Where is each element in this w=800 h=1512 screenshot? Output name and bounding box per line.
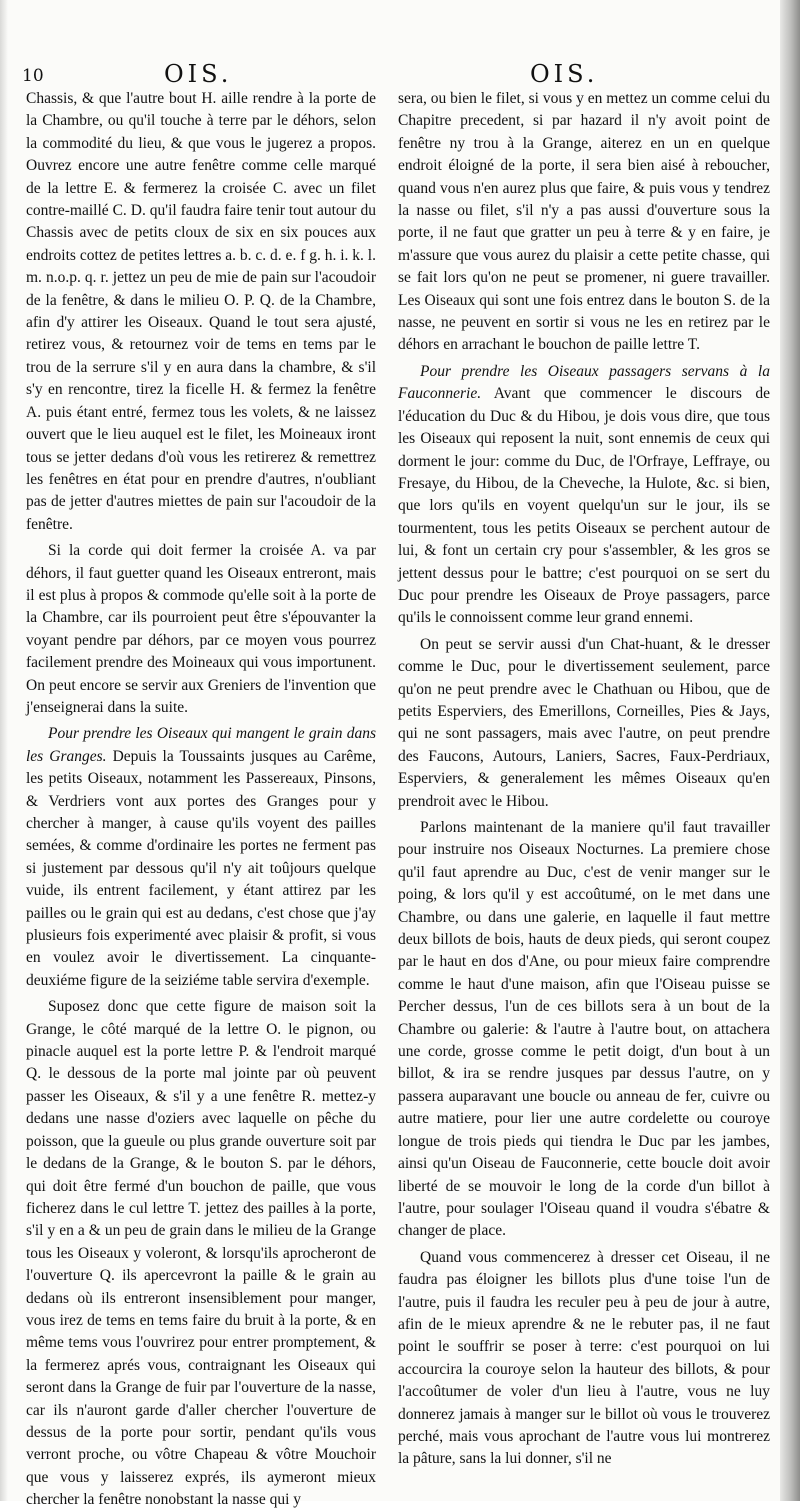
paragraph (26, 723, 376, 992)
paragraph (398, 361, 770, 630)
paragraph: Chassis, & que l'autre bout H. aille rendre à la porte de la Chambre, ou qu'il touche à terre par le déhors, selon la commodité du lieu, & que vous le jugerez a propos. Ouvrez encore une autre fenêtre comme celle marqué de la lettre E. & fermerez la croisée C. avec un filet contre-maillé C. D. qu'il faudra faire tenir tout autour du Chassis avec de petits cloux de six en six pouces aux endroits cottez de petites lettres a. b. c. d. e. f g. h. i. k. l. m. n.o.p. q. r. jettez un peu de mie de pain sur l'acoudoir de la fenêtre, & dans le milieu O. P. Q. de la Chambre, afin d'y attirer les Oiseaux. Quand le tout sera ajusté, retirez vous, & retournez voir de tems en tems par le trou de la serrure s'il y en aura dans la chambre, & s'il s'y en rencontre, tirez la ficelle H. & fermez la fenêtre A. puis étant entré, fermez tous les volets, & ne laissez ouvert que le lieu auquel est le filet, les Moineaux iront tous se jetter dedans d'où vous les retirerez & remettrez les fenêtres en état pour en prendre d'autres, n'oubliant pas de jetter d'autres miettes de pain sur l'acoudoir de la fenêtre. (26, 90, 376, 533)
paragraph: Si la corde qui doit fermer la croisée A. va par déhors, il faut guetter quand les Oiseaux entreront, mais il est plus à propos & commode qu'elle soit à la porte de la Chambre, car ils pourroient peut être s'épouvanter la voyant pendre par déhors, par ce moyen vous pourrez facilement prendre des Moineaux qui vous importunent. On peut encore se servir aux Greniers de l'invention que j'enseignerai dans la suite. (26, 542, 376, 716)
paragraph-text: Depuis la Toussaints jusques au Carême, les petits Oiseaux, notamment les Passereaux, Pinsons, & Verdriers vont aux portes des Granges pour y chercher à manger, à cause qu'ils voyent des pailles semées, & comme d'ordinaire les portes ne ferment pas si justement par dessous qu'il n'y ait toûjours quelque vuide, ils entrent facilement, y étant attirez par les pailles ou le grain qui est au dedans, c'est chose que j'ay plusieurs fois experimenté avec plaisir & profit, si vous en voulez avoir le divertissement. La cinquante-deuxiéme figure de la seiziéme table servira d'exemple. (26, 747, 377, 989)
left-column (26, 88, 376, 1512)
right-column (398, 88, 770, 1471)
paragraph: sera, ou bien le filet, si vous y en mettez un comme celui du Chapitre precedent, si par hazard il n'y avoit point de fenêtre ny trou à la Grange, aiterez en un en quelque endroit éloigné de la porte, il sera bien aisé à reboucher, quand vous n'en aurez plus que faire, & puis vous y tendrez la nasse ou filet, s'il n'y a pas aussi d'ouverture sous la porte, il ne faut que gratter un peu à terre & y en faire, je m'assure que vous aurez du plaisir a cette petite chasse, qui se fait lors qu'on ne peut se promener, ni guere travailler. Les Oiseaux qui sont une fois entrez dans le bouton S. de la nasse, ne peuvent en sortir si vous ne les en retirez par le déhors en arrachant le bouchon de paille lettre T. (398, 90, 770, 354)
paragraph: Suposez donc que cette figure de maison soit la Grange, le côté marqué de la lettre O. le pignon, ou pinacle auquel est la porte lettre P. & l'endroit marqué Q. le dessous de la porte mal jointe par où peuvent passer les Oiseaux, & s'il y a une fenêtre R. mettez-y dedans une nasse d'oziers avec laquelle on pêche du poisson, que la gueule ou plus grande ouverture soit par le dedans de la Grange, & le bouton S. par le déhors, qui doit être fermé d'un bouchon de paille, que vous ficherez dans le cul lettre T. jettez des pailles à la porte, s'il y en a & un peu de grain dans le milieu de la Grange tous les Oiseaux y voleront, & lorsqu'ils aprocheront de l'ouverture Q. ils apercevront la paille & le grain au dedans où ils entreront insensiblement pour manger, vous irez de tems en tems faire du bruit à la porte, & en même tems vous l'ouvrirez pour entrer promptement, & la fermerez aprés vous, contraignant les Oiseaux qui seront dans la Grange de fuir par l'ouverture de la nasse, car ils n'auront garde d'aller chercher l'ouverture de dessus de la porte pour sortir, pendant qu'ils vous verront proche, ou vôtre Chapeau & vôtre Mouchoir que vous y laisserez exprés, ils aymeront mieux chercher la fenêtre nonobstant la nasse qui y (26, 998, 376, 1509)
paragraph-text: Avant que commencer le discours de l'éducation du Duc & du Hibou, je dois vous dire, que tous les Oiseaux qui reposent la nuit, sont ennemis de ceux qui dorment le jour: comme du Duc, de l'Orfraye, Leffraye, ou Fresaye, du Hibou, de la Cheveche, la Hulote, &c. si bien, que lors qu'ils en voyent quelqu'un sur le jour, ils se tourmentent, tous les petits Oiseaux se perchent autour de lui, & font un certain cry pour s'assembler, & les gros se jettent dessus pour le battre; c'est pourquoi on se sert du Duc pour prendre les Oiseaux de Proye passagers, parce qu'ils le connoissent comme leur grand ennemi. (398, 385, 770, 627)
page-number: 10 (22, 66, 44, 86)
running-head-left: OIS. (164, 60, 233, 88)
section-rubric: Pour prendre les Oiseaux passagers servans à la Fauconnerie. (398, 362, 770, 403)
section-rubric: Pour prendre les Oiseaux qui mangent le grain dans les Granges. (26, 725, 376, 765)
paragraph: Quand vous commencerez à dresser cet Oiseau, il ne faudra pas éloigner les billots plus d'une toise l'un de l'autre, puis il faudra les reculer peu à peu de jour à autre, afin de le mieux aprendre & ne le rebuter pas, il ne faut point le souffrir se poser à terre: c'est pourquoi on lui accourcira la couroye selon la hauteur des billots, & pour l'accoûtumer de voler d'un lieu à l'autre, vous ne luy donnerez jamais à manger sur le billot où vous le trouverez perché, mais vous aprochant de l'autre vous lui montrerez la pâture, sans la lui donner, s'il ne (398, 1248, 770, 1468)
paragraph: On peut se servir aussi d'un Chat-huant, & le dresser comme le Duc, pour le divertissement seulement, parce qu'on ne peut prendre avec le Chathuan ou Hibou, que de petits Esperviers, des Emerillons, Corneilles, Pies & Jays, qui ne sont passagers, mais avec l'autre, on peut prendre des Faucons, Autours, Laniers, Sacres, Faux-Perdriaux, Esperviers, & generalement les mêmes Oiseaux qu'en prendroit avec le Hibou. (398, 635, 770, 810)
page-edge-shadow (0, 0, 8, 1501)
running-head-right: OIS. (530, 60, 599, 88)
paragraph: Parlons maintenant de la maniere qu'il faut travailler pour instruire nos Oiseaux Nocturnes. La premiere chose qu'il faut aprendre au Duc, c'est de venir manger sur le poing, & lors qu'il y est accoûtumé, on le met dans une Chambre, ou dans une galerie, en laquelle il faut mettre deux billots de bois, hauts de deux pieds, qui seront coupez par le haut en dos d'Ane, ou pour mieux faire comprendre comme le haut d'une maison, afin que l'Oiseau puisse se Percher dessus, l'un de ces billots sera à un bout de la Chambre ou galerie: & l'autre à l'autre bout, on attachera une corde, grosse comme le petit doigt, d'un bout à un billot, & ira se rendre jusques par dessus l'autre, on y passera auparavant une boucle ou anneau de fer, cuivre ou autre matiere, pour lier une autre cordelette ou couroye longue de trois pieds qui tiendra le Duc par les jambes, ainsi qu'un Oiseau de Fauconnerie, cette boucle doit avoir liberté de se mouvoir le long de la corde d'un billot à l'autre, pour soulager l'Oiseau quand il voudra s'ébatre & changer de place. (398, 819, 770, 1240)
book-gutter (780, 0, 800, 1501)
